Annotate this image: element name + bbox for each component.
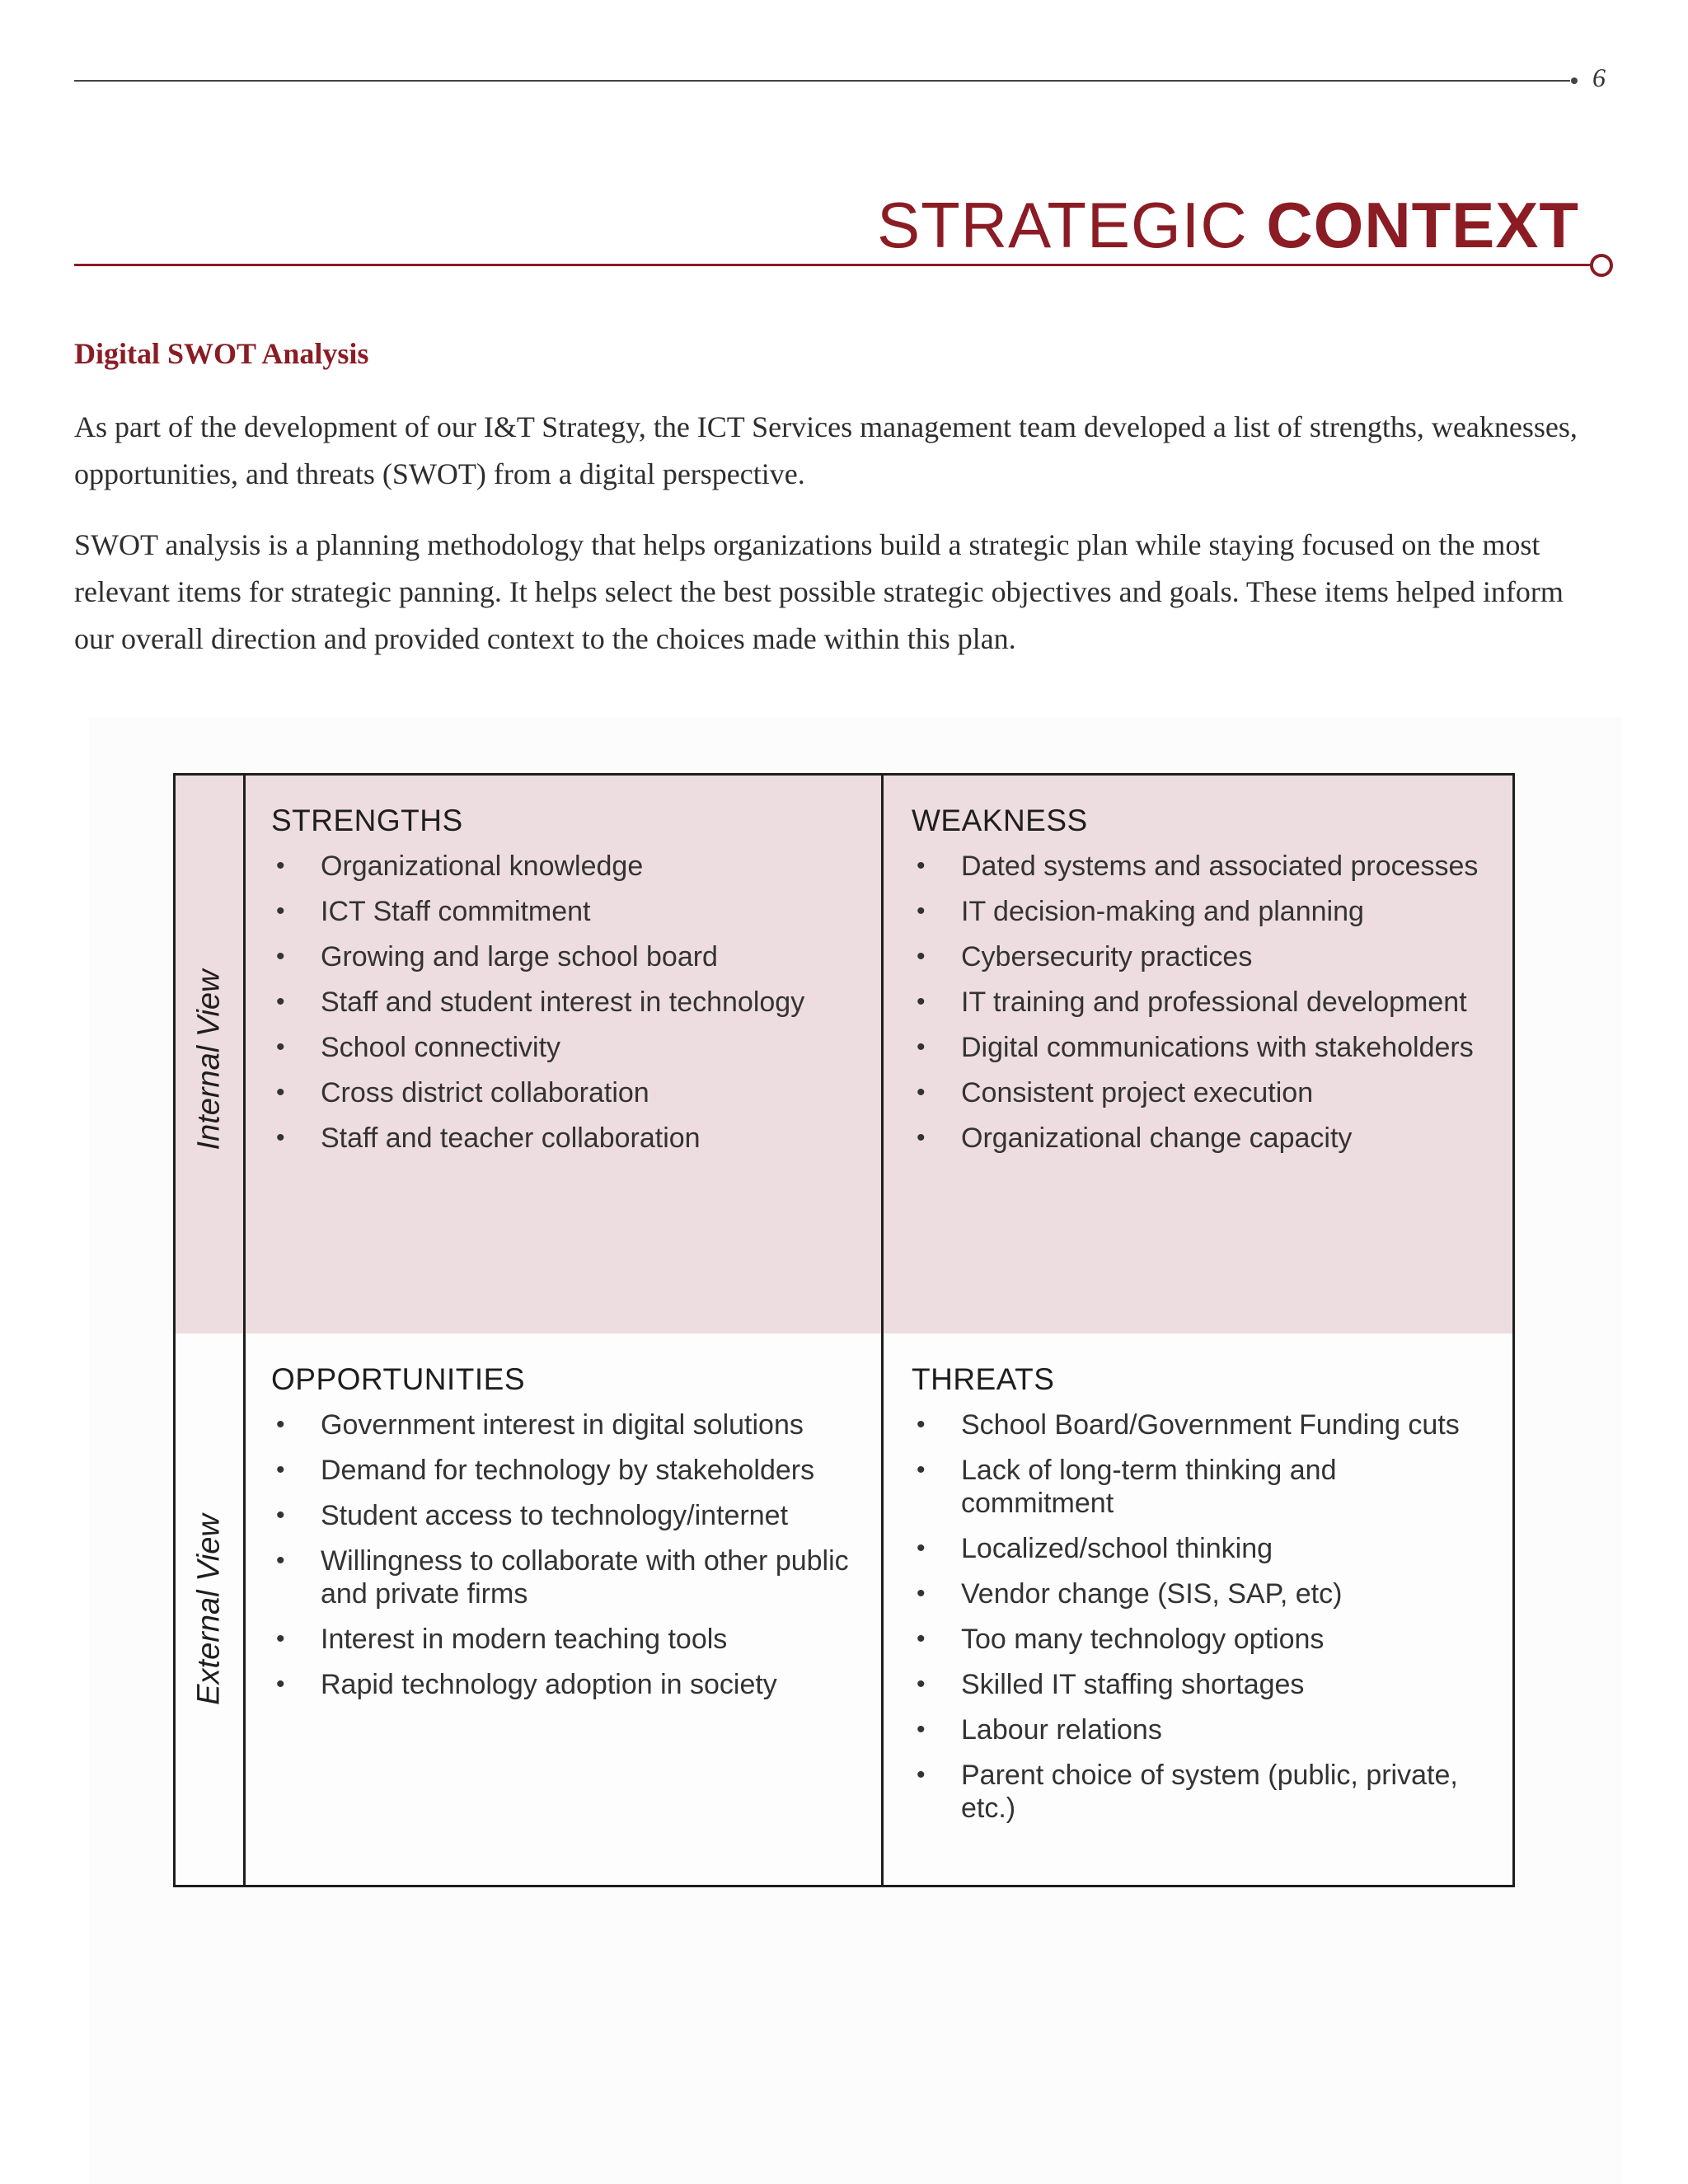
- list-item: [912, 1076, 1489, 1109]
- section-title-light: STRATEGIC: [877, 189, 1248, 261]
- swot-table: [173, 773, 1515, 1887]
- list-item: [271, 1623, 865, 1656]
- list-item-text: Interest in modern teaching tools: [321, 1624, 728, 1655]
- list-item: [912, 1577, 1489, 1610]
- section-title-bold: CONTEXT: [1266, 189, 1579, 261]
- label-column-divider: [243, 776, 246, 1885]
- list-item: [912, 1031, 1489, 1064]
- bullet-icon: •: [276, 1625, 285, 1652]
- list-item: [912, 1532, 1489, 1565]
- bullet-icon: •: [917, 988, 926, 1015]
- list-item: [912, 850, 1489, 883]
- list-item-text: Rapid technology adoption in society: [321, 1669, 777, 1700]
- strengths-list: [271, 850, 865, 1155]
- list-item-text: Organizational knowledge: [321, 851, 644, 882]
- list-item-text: IT decision-making and planning: [961, 896, 1364, 927]
- list-item-text: Cross district collaboration: [321, 1077, 649, 1108]
- threats-title: THREATS: [912, 1362, 1055, 1396]
- bullet-icon: •: [917, 943, 926, 970]
- list-item-text: ICT Staff commitment: [321, 896, 591, 927]
- bullet-icon: •: [917, 852, 926, 879]
- list-item-text: School connectivity: [321, 1032, 561, 1063]
- list-item-text: Demand for technology by stakeholders: [321, 1455, 815, 1486]
- top-rule: [74, 80, 1570, 82]
- list-item-text: Labour relations: [961, 1714, 1162, 1746]
- list-item: [271, 1544, 865, 1610]
- bullet-icon: •: [917, 1456, 926, 1483]
- list-item-text: IT training and professional development: [961, 987, 1467, 1018]
- list-item: [912, 1759, 1489, 1825]
- list-item-text: Government interest in digital solutions: [321, 1409, 804, 1441]
- list-item: [271, 1031, 865, 1064]
- title-rule-circle: [1590, 254, 1613, 277]
- list-item: [271, 1408, 865, 1441]
- list-item: [912, 986, 1489, 1019]
- strengths-title: STRENGTHS: [271, 804, 463, 837]
- list-item: [271, 895, 865, 928]
- bullet-icon: •: [917, 1079, 926, 1106]
- list-item: [912, 895, 1489, 928]
- strengths-quadrant: [271, 804, 865, 1167]
- list-item: [271, 1668, 865, 1701]
- bullet-icon: •: [917, 1535, 926, 1562]
- internal-view-label: Internal View: [191, 969, 227, 1151]
- list-item: [271, 1076, 865, 1109]
- opportunities-quadrant: [271, 1362, 865, 1713]
- center-column-divider: [881, 776, 884, 1885]
- list-item: [271, 1122, 865, 1155]
- bullet-icon: •: [276, 1124, 285, 1151]
- list-item: [271, 940, 865, 973]
- list-item-text: Staff and teacher collaboration: [321, 1122, 701, 1154]
- weakness-title: WEAKNESS: [912, 804, 1088, 837]
- list-item-text: Skilled IT staffing shortages: [961, 1669, 1305, 1700]
- bullet-icon: •: [276, 898, 285, 925]
- weakness-list: [912, 850, 1489, 1155]
- bullet-icon: •: [276, 988, 285, 1015]
- list-item-text: Dated systems and associated processes: [961, 851, 1479, 882]
- bullet-icon: •: [276, 1547, 285, 1574]
- bullet-icon: •: [917, 1411, 926, 1438]
- threats-list: [912, 1408, 1489, 1825]
- bullet-icon: •: [276, 852, 285, 879]
- top-rule-dot: [1571, 77, 1578, 84]
- opportunities-title: OPPORTUNITIES: [271, 1362, 526, 1396]
- list-item-text: Lack of long-term thinking and commitment: [961, 1455, 1337, 1519]
- bullet-icon: •: [917, 1124, 926, 1151]
- bullet-icon: •: [917, 1580, 926, 1607]
- bullet-icon: •: [917, 898, 926, 925]
- list-item-text: Staff and student interest in technology: [321, 987, 805, 1018]
- bullet-icon: •: [276, 1671, 285, 1698]
- bullet-icon: •: [917, 1033, 926, 1061]
- bullet-icon: •: [917, 1625, 926, 1652]
- list-item: [912, 1713, 1489, 1746]
- threats-quadrant: [912, 1362, 1489, 1837]
- list-item: [912, 1668, 1489, 1701]
- list-item-text: Vendor change (SIS, SAP, etc): [961, 1578, 1343, 1610]
- bullet-icon: •: [917, 1671, 926, 1698]
- list-item: [271, 1499, 865, 1532]
- bullet-icon: •: [276, 1411, 285, 1438]
- list-item: [912, 1454, 1489, 1520]
- bullet-icon: •: [917, 1761, 926, 1788]
- list-item-text: Organizational change capacity: [961, 1122, 1353, 1154]
- weakness-quadrant: [912, 804, 1489, 1167]
- list-item: [912, 1122, 1489, 1155]
- list-item: [912, 1623, 1489, 1656]
- list-item: [271, 986, 865, 1019]
- list-item: [912, 940, 1489, 973]
- list-item-text: Parent choice of system (public, private, etc.): [961, 1760, 1458, 1824]
- swot-description-paragraph: SWOT analysis is a planning methodology that helps organizations build a strategic plan while staying focused on the most relevant items for strategic panning. It helps select the best possible strategic objectives and goals. These items helped inform our overall direction and provided context to the choices made within this plan.: [74, 528, 1564, 655]
- intro-paragraph: As part of the development of our I&T Strategy, the ICT Services management team developed a list of strengths, weaknesses, opportunities, and threats (SWOT) from a digital perspective.: [74, 410, 1578, 490]
- bullet-icon: •: [917, 1716, 926, 1743]
- list-item-text: Consistent project execution: [961, 1077, 1314, 1108]
- bullet-icon: •: [276, 1079, 285, 1106]
- list-item-text: School Board/Government Funding cuts: [961, 1409, 1460, 1441]
- bullet-icon: •: [276, 1033, 285, 1061]
- list-item-text: Too many technology options: [961, 1624, 1325, 1655]
- list-item-text: Digital communications with stakeholders: [961, 1032, 1474, 1063]
- title-rule: [74, 264, 1591, 266]
- list-item: [271, 850, 865, 883]
- page-number: 6: [1592, 63, 1606, 92]
- list-item-text: Willingness to collaborate with other public and private firms: [321, 1545, 849, 1610]
- bullet-icon: •: [276, 1456, 285, 1483]
- list-item: [271, 1454, 865, 1487]
- external-view-label: External View: [191, 1514, 227, 1705]
- subheading: Digital SWOT Analysis: [74, 337, 369, 370]
- list-item-text: Localized/school thinking: [961, 1533, 1273, 1564]
- list-item-text: Cybersecurity practices: [961, 941, 1253, 972]
- bullet-icon: •: [276, 1502, 285, 1529]
- list-item-text: Growing and large school board: [321, 941, 718, 972]
- list-item-text: Student access to technology/internet: [321, 1500, 789, 1531]
- list-item: [912, 1408, 1489, 1441]
- opportunities-list: [271, 1408, 865, 1701]
- bullet-icon: •: [276, 943, 285, 970]
- section-title: [877, 188, 1579, 263]
